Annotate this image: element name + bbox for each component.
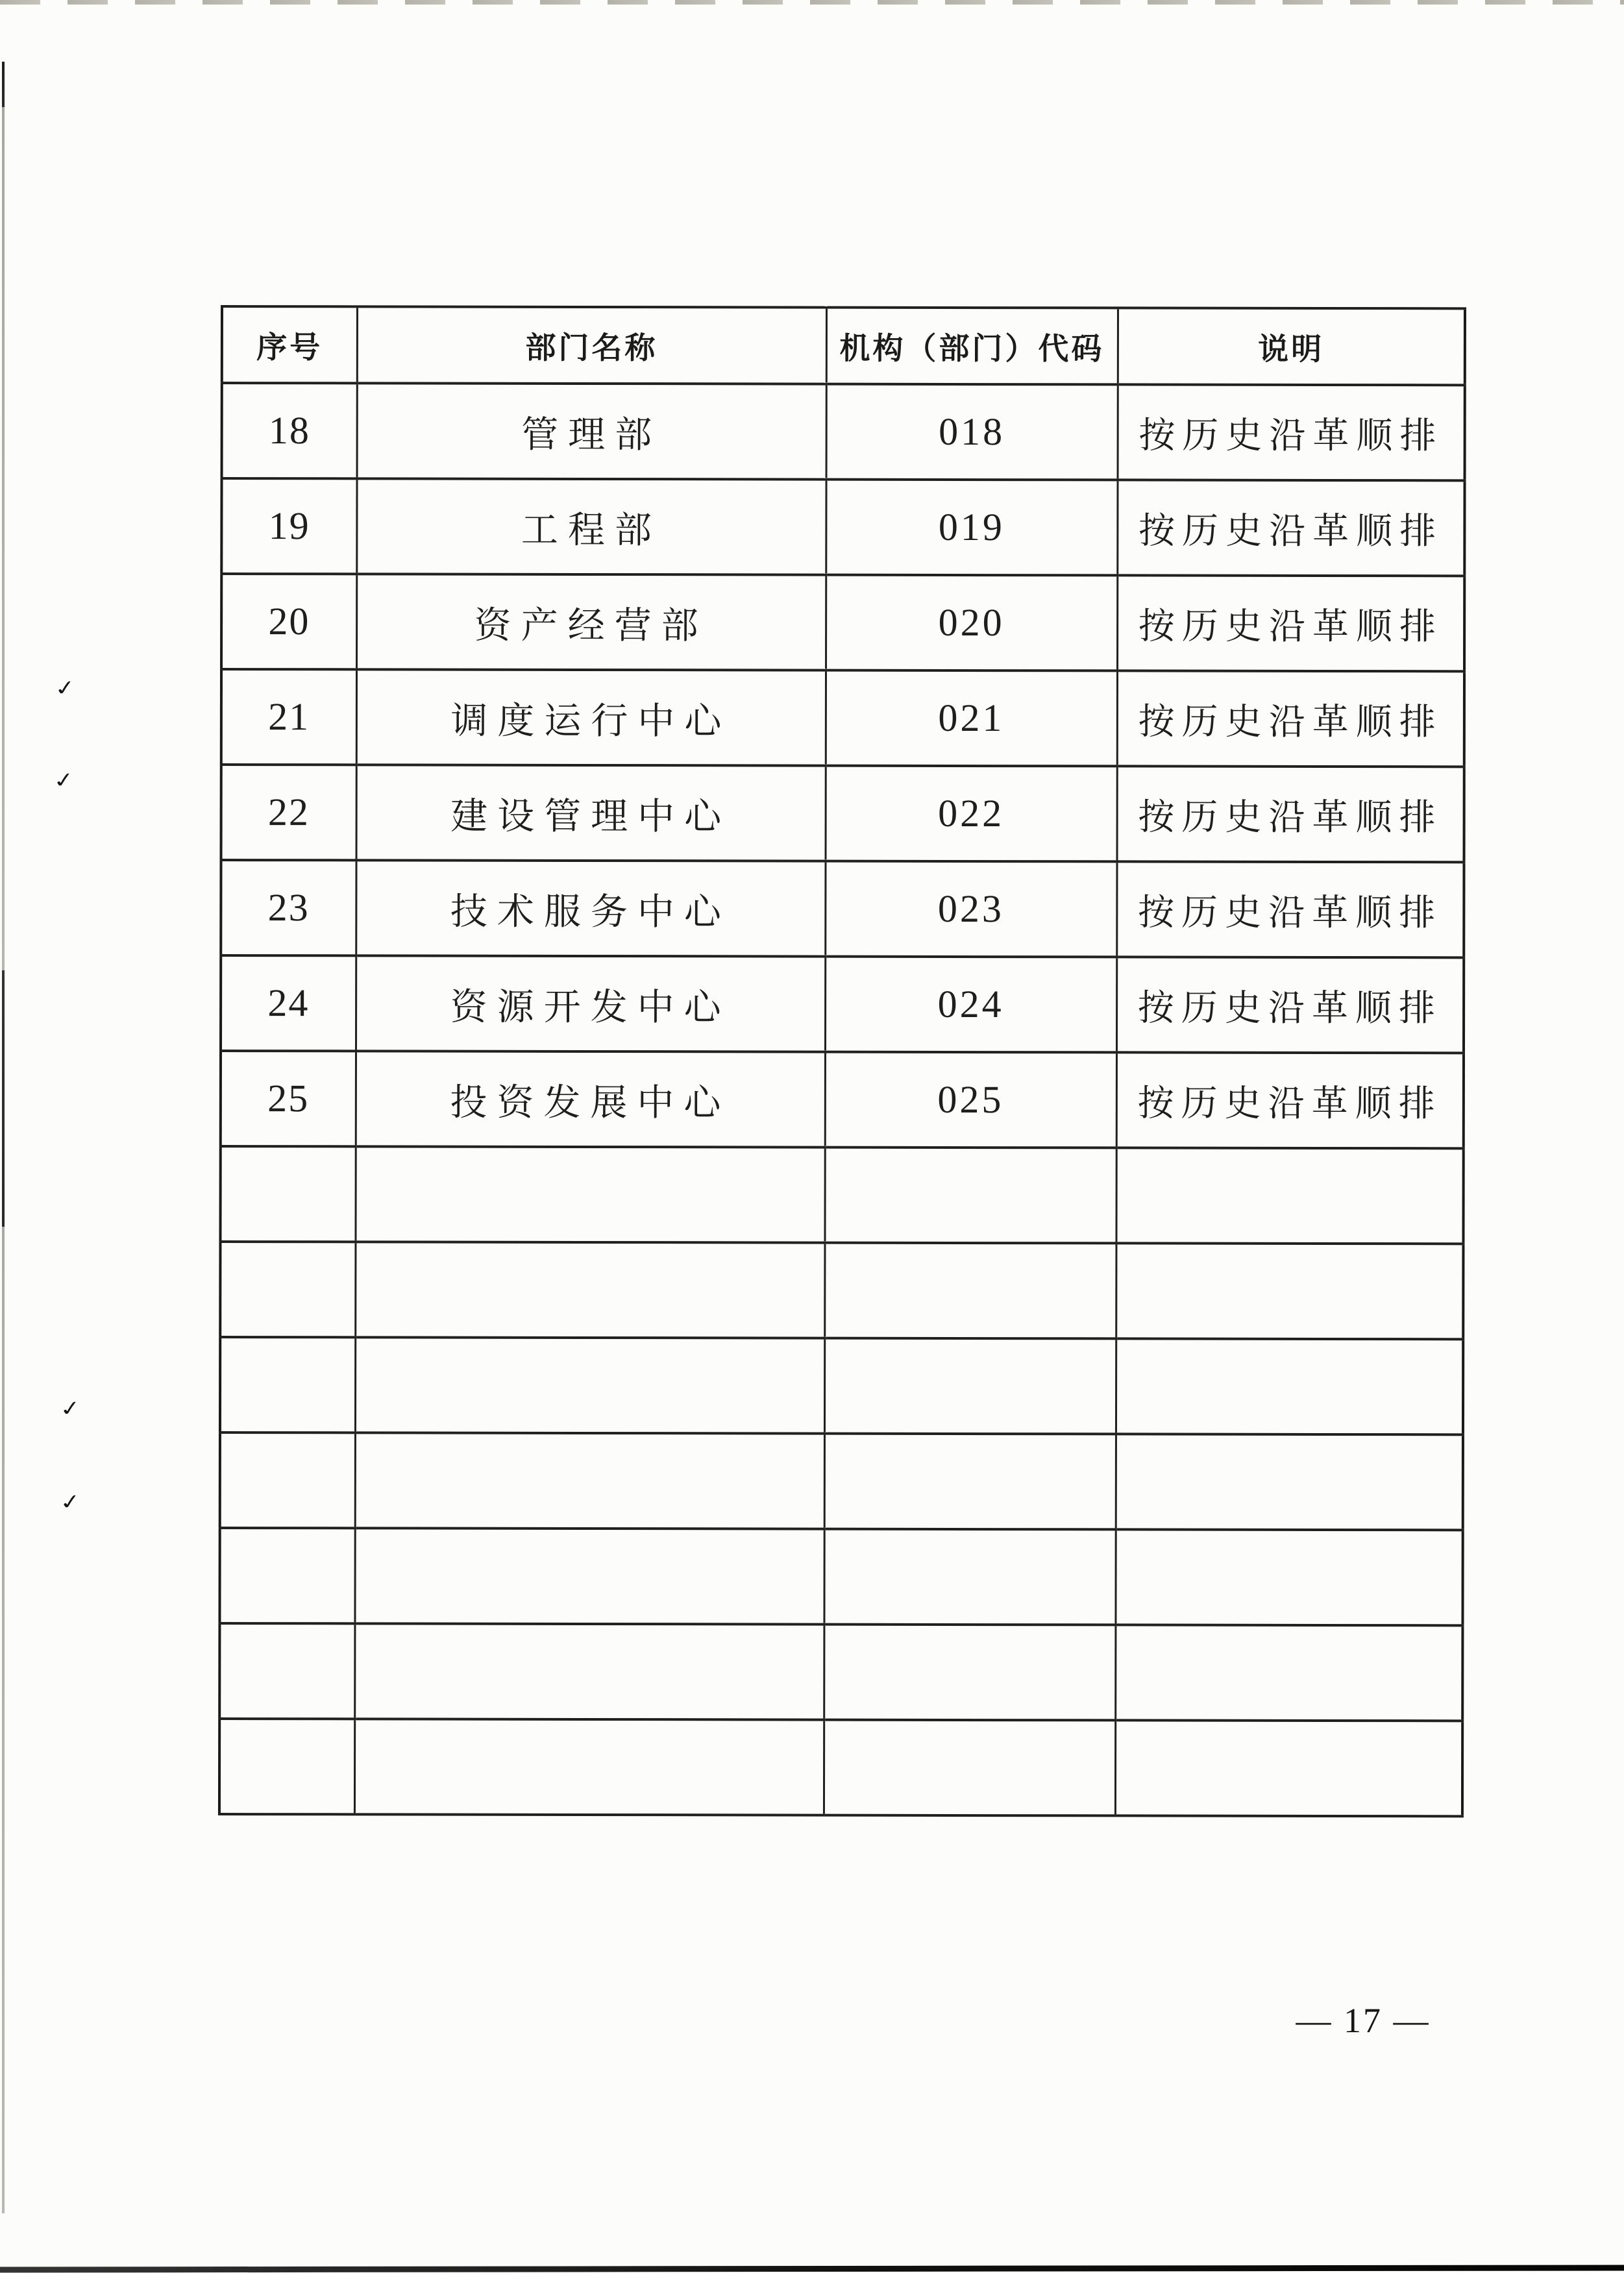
empty-table-row [220, 1432, 1463, 1530]
empty-cell [1115, 1625, 1462, 1721]
empty-cell [1116, 1148, 1463, 1244]
empty-cell [220, 1337, 355, 1432]
empty-cell [1116, 1338, 1463, 1434]
empty-cell [355, 1432, 824, 1529]
empty-cell [355, 1146, 824, 1242]
empty-table-row [219, 1623, 1462, 1721]
table-row [221, 765, 1464, 862]
cell-note: 按历史沿革顺排 [1117, 575, 1464, 671]
empty-cell [1115, 1529, 1462, 1625]
empty-cell [219, 1528, 354, 1623]
empty-cell [824, 1338, 1116, 1434]
ink-mark-icon: ✓ [58, 1489, 83, 1516]
empty-cell [354, 1719, 824, 1815]
cell-seq: 25 [221, 1051, 356, 1146]
table-row [221, 478, 1464, 576]
ink-mark-icon: ✓ [58, 1395, 83, 1422]
empty-cell [824, 1529, 1115, 1625]
empty-cell [220, 1242, 355, 1337]
cell-note: 按历史沿革顺排 [1116, 957, 1464, 1053]
department-code-table [218, 305, 1466, 1817]
table-header-row [222, 306, 1465, 385]
empty-cell [824, 1243, 1116, 1339]
table-row [221, 1051, 1464, 1148]
cell-seq: 24 [221, 955, 356, 1051]
ink-mark-icon: ✓ [51, 767, 77, 794]
cell-code: 018 [826, 384, 1118, 480]
table-header [222, 306, 1465, 385]
table-row [221, 955, 1464, 1053]
empty-cell [824, 1720, 1115, 1816]
empty-table-row [220, 1242, 1463, 1339]
table-body [219, 383, 1465, 1816]
empty-table-row [219, 1528, 1462, 1625]
cell-note: 按历史沿革顺排 [1116, 861, 1464, 957]
scan-bottom-edge-bar [0, 2265, 1624, 2272]
empty-cell [1116, 1243, 1463, 1339]
cell-code: 019 [826, 480, 1117, 576]
cell-name: 管理部 [357, 383, 826, 479]
cell-name: 调度运行中心 [356, 669, 826, 765]
cell-note: 按历史沿革顺排 [1116, 1052, 1464, 1148]
cell-note: 按历史沿革顺排 [1117, 670, 1464, 767]
cell-name: 资产经营部 [356, 574, 826, 670]
cell-code: 024 [825, 957, 1116, 1053]
empty-cell [1116, 1434, 1463, 1530]
table-row [221, 574, 1464, 671]
empty-table-row [219, 1719, 1462, 1816]
empty-table-row [220, 1146, 1463, 1244]
empty-cell [824, 1434, 1116, 1530]
empty-cell [1115, 1720, 1462, 1816]
table-row [222, 383, 1465, 480]
cell-seq: 19 [221, 478, 356, 574]
empty-cell [824, 1148, 1116, 1244]
cell-code: 020 [826, 575, 1117, 671]
empty-cell [219, 1719, 354, 1814]
cell-code: 022 [826, 766, 1117, 862]
empty-cell [219, 1623, 354, 1719]
empty-cell [355, 1337, 824, 1433]
cell-seq: 20 [221, 574, 356, 669]
cell-name: 工程部 [356, 478, 826, 574]
cell-name: 投资发展中心 [356, 1051, 825, 1147]
empty-cell [824, 1625, 1115, 1721]
empty-cell [354, 1623, 824, 1719]
header-note: 说明 [1118, 308, 1465, 385]
scan-left-edge-line [2, 62, 5, 2213]
cell-note: 按历史沿革顺排 [1118, 384, 1465, 480]
cell-code: 023 [825, 861, 1116, 957]
table-row [221, 860, 1464, 957]
table-row [221, 669, 1464, 767]
cell-seq: 23 [221, 860, 356, 955]
empty-cell [220, 1432, 355, 1528]
empty-table-row [220, 1337, 1463, 1434]
cell-seq: 21 [221, 669, 356, 765]
cell-seq: 22 [221, 765, 356, 860]
empty-cell [220, 1146, 355, 1242]
cell-name: 建设管理中心 [356, 765, 826, 861]
header-department-name: 部门名称 [357, 306, 826, 384]
empty-cell [354, 1528, 824, 1624]
cell-code: 021 [826, 670, 1117, 767]
cell-note: 按历史沿革顺排 [1117, 480, 1464, 576]
page-number: — 17 — [1296, 2001, 1431, 2040]
cell-seq: 18 [222, 383, 357, 478]
empty-cell [355, 1242, 824, 1338]
cell-name: 资源开发中心 [356, 955, 825, 1051]
cell-code: 025 [825, 1052, 1116, 1148]
cell-name: 技术服务中心 [356, 860, 825, 956]
cell-note: 按历史沿革顺排 [1117, 766, 1464, 862]
header-seq: 序号 [222, 306, 357, 383]
ink-mark-icon: ✓ [53, 675, 78, 702]
header-org-code: 机构（部门）代码 [826, 308, 1118, 385]
scan-top-edge-artifact [0, 0, 1624, 5]
